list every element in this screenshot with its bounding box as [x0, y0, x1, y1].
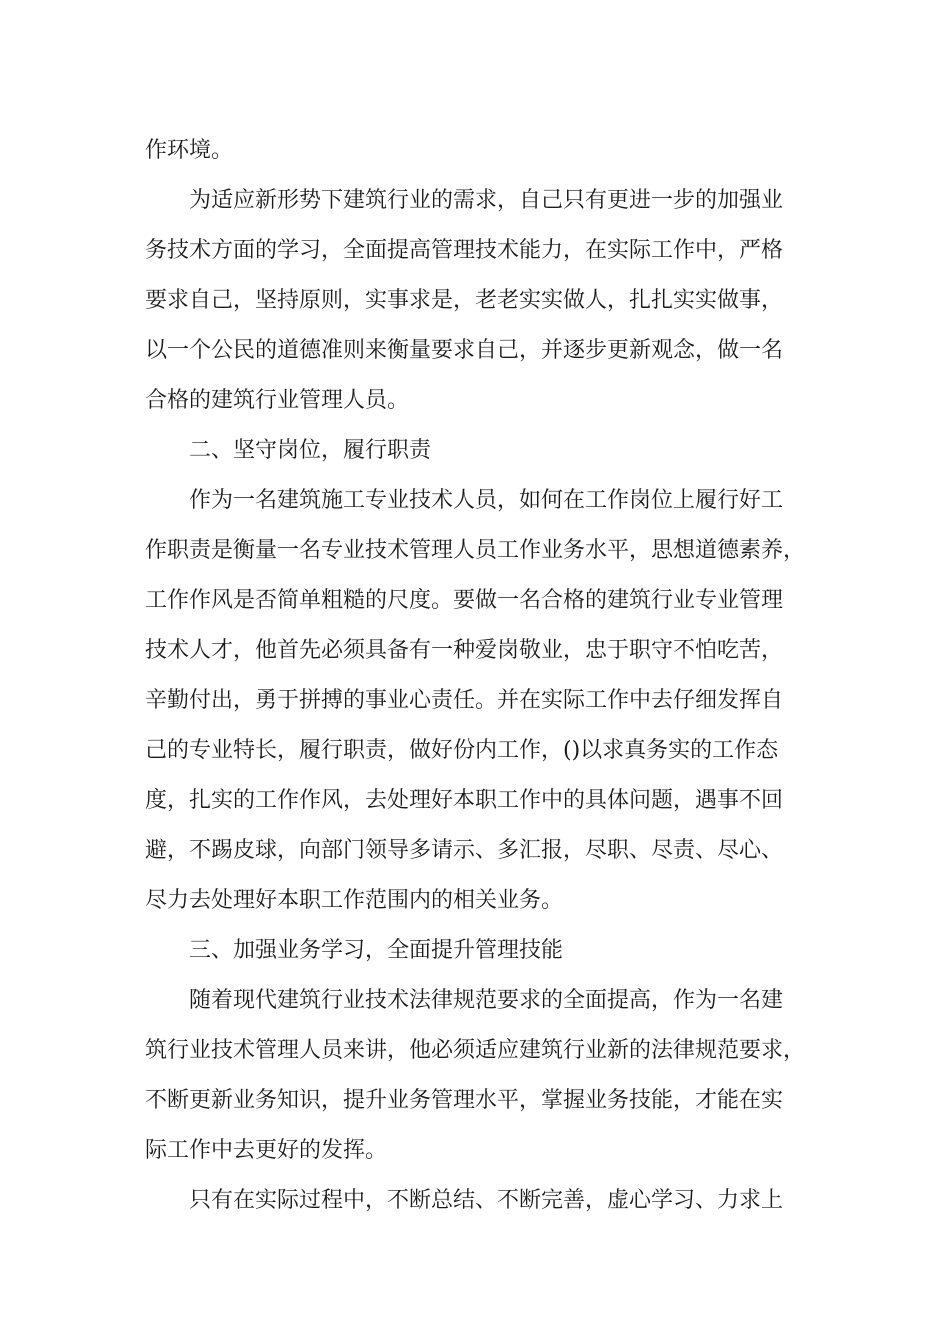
- paragraph-line: 作环境。: [145, 138, 234, 163]
- paragraph-line: 务技术方面的学习，全面提高管理技术能力，在实际工作中，严格: [145, 238, 784, 263]
- paragraph-line: 技术人才，他首先必须具备有一种爱岗敬业，忠于职守不怕吃苦，: [145, 638, 784, 663]
- paragraph-line: 随着现代建筑行业技术法律规范要求的全面提高，作为一名建: [189, 988, 784, 1013]
- paragraph-line: 筑行业技术管理人员来讲，他必须适应建筑行业新的法律规范要求，: [145, 1038, 806, 1063]
- paragraph-line: 不断更新业务知识，提升业务管理水平，掌握业务技能，才能在实: [145, 1088, 784, 1113]
- section-heading: 二、坚守岗位，履行职责: [189, 438, 432, 463]
- paragraph-line: 避，不踢皮球，向部门领导多请示、多汇报，尽职、尽责、尽心、: [145, 838, 784, 863]
- paragraph-line: 己的专业特长，履行职责，做好份内工作，()以求真务实的工作态: [145, 738, 779, 763]
- paragraph-line: 为适应新形势下建筑行业的需求，自己只有更进一步的加强业: [189, 188, 784, 213]
- paragraph-line: 际工作中去更好的发挥。: [145, 1138, 388, 1163]
- paragraph-line: 只有在实际过程中，不断总结、不断完善，虚心学习、力求上: [189, 1188, 784, 1213]
- paragraph-line: 合格的建筑行业管理人员。: [145, 388, 410, 413]
- paragraph-line: 度，扎实的工作作风，去处理好本职工作中的具体问题，遇事不回: [145, 788, 784, 813]
- paragraph-line: 作职责是衡量一名专业技术管理人员工作业务水平，思想道德素养，: [145, 538, 806, 563]
- paragraph-line: 尽力去处理好本职工作范围内的相关业务。: [145, 888, 564, 913]
- paragraph-line: 作为一名建筑施工专业技术人员，如何在工作岗位上履行好工: [189, 488, 784, 513]
- paragraph-line: 要求自己，坚持原则，实事求是，老老实实做人，扎扎实实做事，: [145, 288, 784, 313]
- section-heading: 三、加强业务学习，全面提升管理技能: [189, 938, 564, 963]
- paragraph-line: 工作作风是否简单粗糙的尺度。要做一名合格的建筑行业专业管理: [145, 588, 784, 613]
- paragraph-line: 辛勤付出，勇于拼搏的事业心责任。并在实际工作中去仔细发挥自: [145, 688, 784, 713]
- paragraph-line: 以一个公民的道德准则来衡量要求自己，并逐步更新观念，做一名: [145, 338, 784, 363]
